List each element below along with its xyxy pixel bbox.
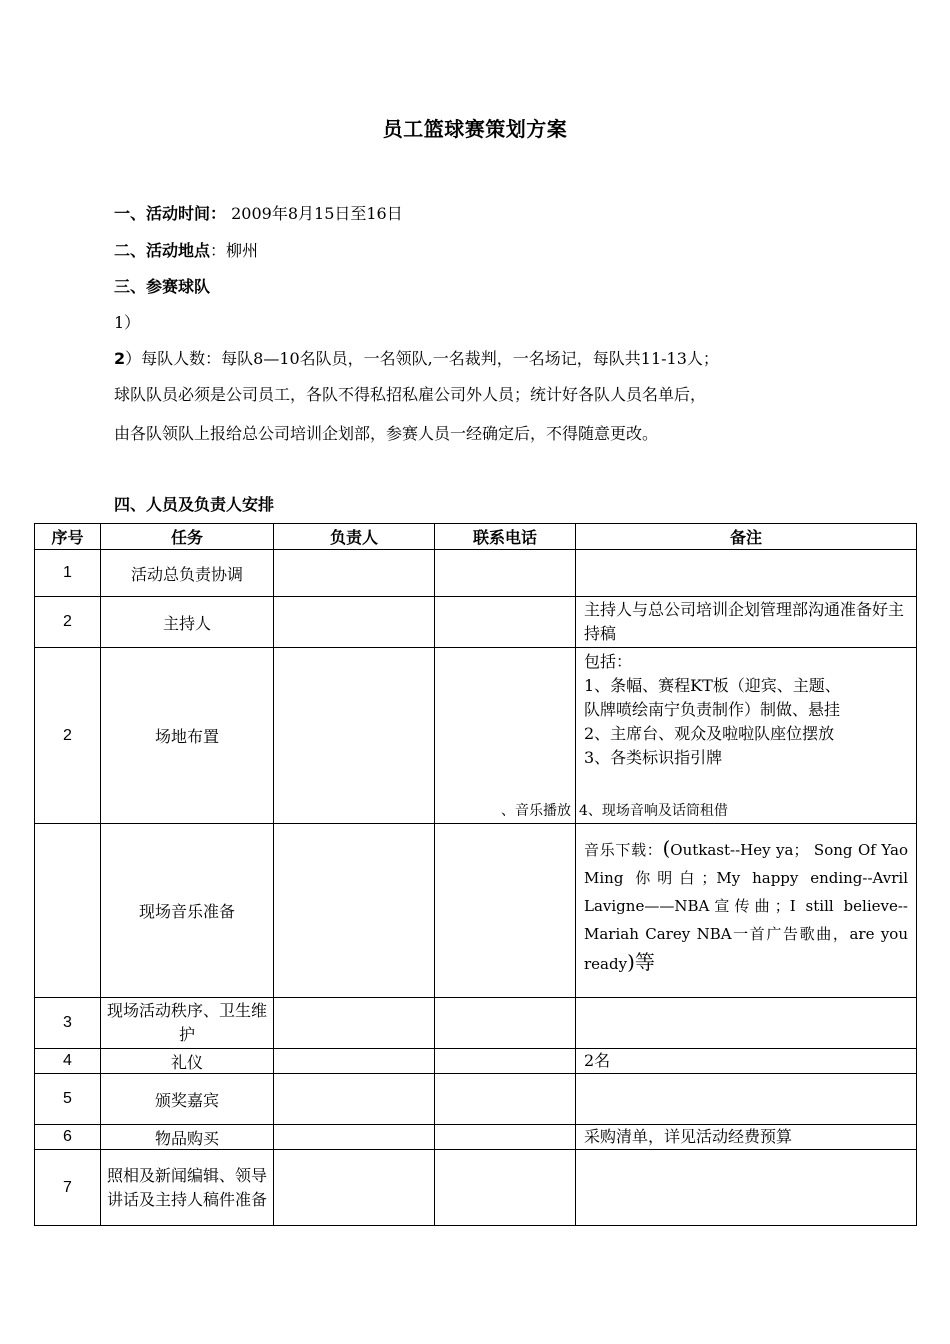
row-note [576,1150,917,1226]
header-phone: 联系电话 [435,524,576,550]
teams-heading: 三、参赛球队 [114,277,211,296]
header-note: 备注 [576,524,917,550]
row-phone-note: 、音乐播放 [501,803,571,819]
teams-item-2 [114,346,719,369]
row-task: 颁奖嘉宾 [101,1074,274,1125]
row-owner [274,648,435,824]
activity-time-value: 2009年8月15日至16日 [231,204,403,223]
row-note [576,998,917,1049]
row-phone [435,1049,576,1074]
staff-table [34,523,917,1226]
row-phone [435,1074,576,1125]
row-no: 4 [35,1049,101,1074]
activity-location-line [114,238,258,261]
activity-time-line [114,201,403,224]
note-line: 2、主席台、观众及啦啦队座位摆放 [584,724,835,743]
row-note: 主持人与总公司培训企划管理部沟通准备好主持稿 [576,597,917,648]
row-task: 主持人 [101,597,274,648]
row-owner [274,550,435,597]
row-note [576,648,917,824]
note-line: 3、各类标识指引牌 [584,748,723,767]
table-row [35,648,917,824]
music-list [576,824,916,978]
music-close-paren: ) [627,950,635,974]
table-row [35,998,917,1049]
note-line: 包括： [584,652,633,671]
activity-time-label: 一、活动时间： [114,204,227,223]
row-phone [435,1125,576,1150]
table-row [35,597,917,648]
row-owner [274,1125,435,1150]
row-no: 5 [35,1074,101,1125]
row-task: 活动总负责协调 [101,550,274,597]
row-no: 3 [35,998,101,1049]
row-owner [274,1150,435,1226]
teams-item-1: 1） [114,313,141,332]
music-suffix: 等 [634,950,655,974]
row-no: 2 [35,648,101,824]
staff-heading: 四、人员及负责人安排 [114,495,275,514]
row-no: 6 [35,1125,101,1150]
row-note [576,550,917,597]
page-title: 员工篮球赛策划方案 [382,117,568,141]
teams-item-2-text: ）每队人数：每队8—10名队员，一名领队,一名裁判，一名场记，每队共11-13人； [125,349,719,368]
activity-location-value: ：柳州 [210,241,259,260]
note-line: 1、条幅、赛程KT板（迎宾、主题、 [584,676,841,695]
row-task: 礼仪 [101,1049,274,1074]
teams-paragraph-line-2: 球队队员必须是公司员工，各队不得私招私雇公司外人员；统计好各队人员名单后， [114,385,707,404]
row-phone [435,648,576,824]
row-owner [274,1049,435,1074]
teams-paragraph-line-3: 由各队领队上报给总公司培训企划部，参赛人员一经确定后，不得随意更改。 [114,424,659,443]
row-task: 现场音乐准备 [101,824,274,998]
row-phone [435,550,576,597]
table-row [35,1074,917,1125]
music-open-paren: ( [662,836,671,860]
table-row [35,824,917,998]
table-row [35,1150,917,1226]
row-no: 7 [35,1150,101,1226]
activity-location-label: 二、活动地点 [114,241,211,260]
row-no: 1 [35,550,101,597]
row-owner [274,824,435,998]
row-task: 照相及新闻编辑、领导讲话及主持人稿件准备 [101,1150,274,1226]
row-owner [274,998,435,1049]
table-row [35,550,917,597]
row-task: 现场活动秩序、卫生维护 [101,998,274,1049]
row-note [576,1074,917,1125]
row-owner [274,597,435,648]
row-no [35,824,101,998]
row-owner [274,1074,435,1125]
music-body: Outkast--Hey ya； Song Of Yao Ming 你明白；My happy ending--Avril Lavigne——NBA宣传曲；I still believe--Mariah Carey NBA一首广告歌曲，are you ready [584,841,908,973]
header-no: 序号 [35,524,101,550]
row-note: 采购清单，详见活动经费预算 [576,1125,917,1150]
header-owner: 负责人 [274,524,435,550]
teams-item-2-number: 2 [114,349,126,368]
note-line: 4、现场音响及话筒租借 [579,803,728,819]
row-phone [435,597,576,648]
table-header-row [35,524,917,550]
header-task: 任务 [101,524,274,550]
row-phone [435,824,576,998]
row-task: 物品购买 [101,1125,274,1150]
row-note: 2名 [576,1049,917,1074]
row-note [576,824,917,998]
row-phone [435,1150,576,1226]
table-row [35,1125,917,1150]
music-prefix: 音乐下载： [584,841,663,859]
row-no: 2 [35,597,101,648]
table-row [35,1049,917,1074]
row-phone [435,998,576,1049]
note-line: 队牌喷绘南宁负责制作）制做、悬挂 [584,700,841,719]
row-task: 场地布置 [101,648,274,824]
